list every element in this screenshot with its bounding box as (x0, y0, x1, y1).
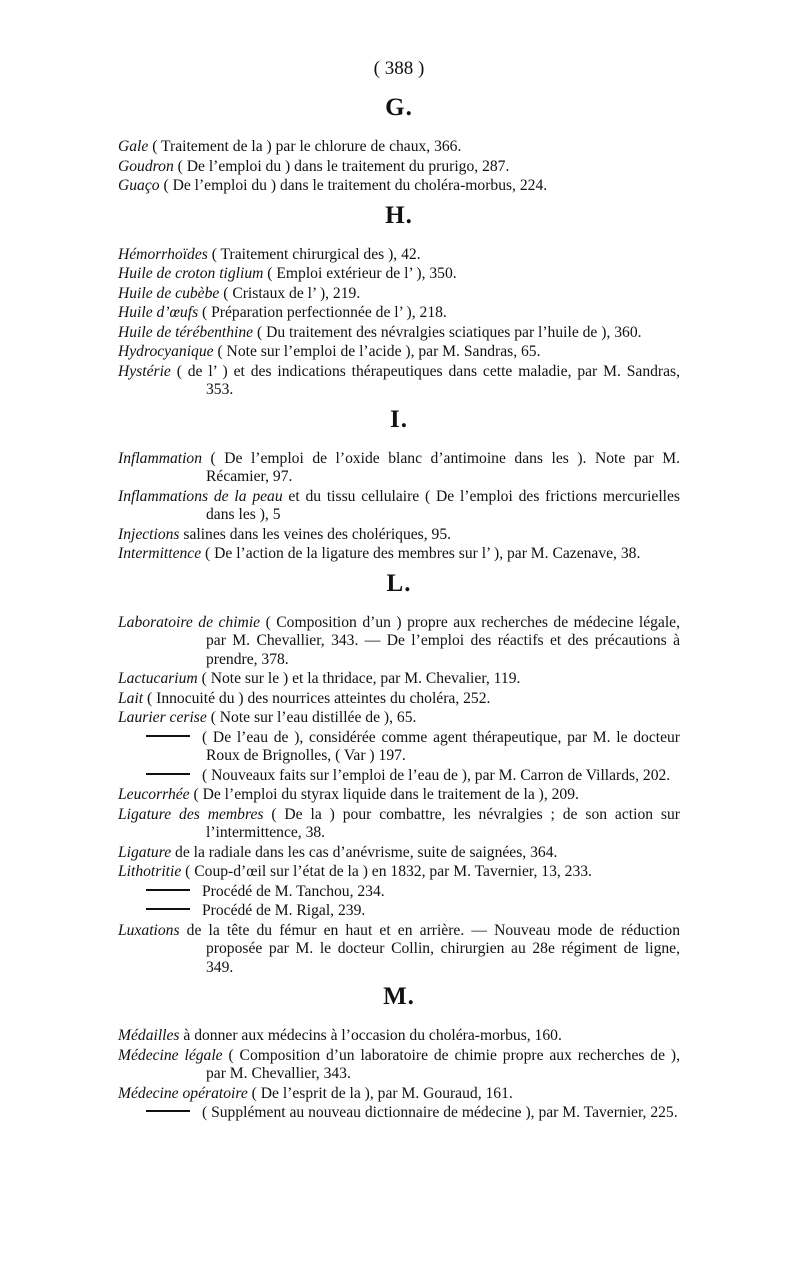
entry-heading: Lactucarium (118, 670, 198, 687)
index-entry (118, 767, 680, 786)
entry-heading: Huile de cubèbe (118, 284, 220, 302)
entry-list (118, 138, 680, 196)
entry-text: ( De l’emploi du ) dans le traitement du prurigo, 287. (173, 157, 510, 175)
entry-text: à donner aux médecins à l’occasion du choléra-morbus, 160. (179, 1027, 562, 1044)
section-letter: H. (385, 201, 413, 229)
ditto-dash (146, 735, 190, 737)
entry-text: ( Emploi extérieur de l’ ), 350. (263, 265, 457, 282)
section-letter: G. (385, 94, 413, 121)
section-i (118, 406, 680, 564)
index-entry (118, 1104, 680, 1123)
entry-text: ( De la ) pour combattre, les névralgies ; de son action sur l’intermittence, 38. (206, 805, 680, 841)
entry-heading: Gale (118, 138, 149, 155)
section-h (118, 202, 680, 400)
entry-text: ( Cristaux de l’ ), 219. (219, 284, 361, 302)
entry-text: ( De l’emploi du ) dans le traitement du choléra-morbus, 224. (159, 177, 548, 194)
entry-heading: Laboratoire de chimie (118, 613, 261, 631)
entry-heading: Guaço (118, 177, 160, 194)
entry-heading: Hystérie (118, 362, 171, 380)
section-letter: L. (386, 569, 412, 597)
entry-heading: Médecine opératoire (118, 1084, 248, 1102)
index-entry (118, 450, 680, 487)
index-entry (118, 922, 680, 978)
index-entry (118, 177, 680, 196)
index-entry (118, 158, 680, 177)
entry-heading: Ligature (118, 843, 172, 861)
entry-text: ( Nouveaux faits sur l’emploi de l’eau de ), par M. Carron de Villards, 202. (202, 766, 671, 784)
entry-text: de la radiale dans les cas d’anévrisme, suite de saignées, 364. (171, 843, 558, 861)
entry-heading: Laurier cerise (118, 709, 207, 726)
entry-text: ( De l’esprit de la ), par M. Gouraud, 161. (247, 1084, 513, 1102)
entry-heading: Huile de térébenthine (118, 323, 254, 341)
entry-text: ( Traitement chirurgical des ), 42. (207, 245, 421, 263)
entry-text: Procédé de M. Rigal, 239. (202, 902, 366, 919)
entry-heading: Inflammations de la peau (118, 487, 283, 505)
section-letter: M. (383, 983, 415, 1010)
entry-heading: Médecine légale (118, 1046, 223, 1064)
index-entry (118, 863, 680, 882)
entry-heading: Huile d’œufs (118, 304, 199, 321)
index-entry (118, 324, 680, 343)
entry-heading: Lithotritie (118, 863, 182, 880)
entry-text: ( de l’ ) et des indications thérapeutiques dans cette maladie, par M. Sandras, 353. (170, 362, 680, 398)
index-entry (118, 363, 680, 400)
index-entry (118, 343, 680, 362)
entry-heading: Goudron (118, 157, 174, 175)
entry-text: ( Supplément au nouveau dictionnaire de médecine ), par M. Tavernier, 225. (202, 1104, 678, 1121)
ditto-dash (146, 908, 190, 910)
entry-text: Procédé de M. Tanchou, 234. (202, 882, 385, 900)
index-page (118, 58, 680, 1124)
entry-heading: Ligature des membres (118, 805, 264, 823)
index-entry (118, 690, 680, 709)
entry-text: ( Composition d’un ) propre aux recherches de médecine légale, par M. Chevallier, 343. — De l’emploi des réactifs et des précautions à prendre, 378. (206, 613, 680, 668)
entry-text: ( Note sur l’emploi de l’acide ), par M. Sandras, 65. (213, 343, 541, 360)
entry-heading: Hémorrhoïdes (118, 245, 208, 263)
index-entry (118, 545, 680, 564)
entry-heading: Lait (118, 689, 144, 707)
entry-heading: Médailles (118, 1027, 180, 1044)
entry-text: ( Du traitement des névralgies sciatiques par l’huile de ), 360. (253, 323, 642, 341)
entry-text: et du tissu cellulaire ( De l’emploi des frictions mercurielles dans les ), 5 (206, 487, 680, 523)
entry-text: ( De l’eau de ), considérée comme agent thérapeutique, par M. le docteur Roux de Brignolles, ( Var ) 197. (202, 728, 680, 764)
index-entry (118, 902, 680, 921)
entry-text: salines dans les veines des cholériques, 95. (179, 525, 452, 543)
ditto-dash (146, 1110, 190, 1112)
index-entry (118, 806, 680, 843)
entry-list (118, 246, 680, 400)
section-g (118, 94, 680, 196)
index-entry (118, 614, 680, 670)
section-letter: I. (390, 405, 408, 433)
index-entry (118, 1085, 680, 1104)
entry-list (118, 1027, 680, 1123)
entry-text: de la tête du fémur en haut et en arrière. — Nouveau mode de réduction proposée par M. le docteur Collin, chirurgien au 28e régiment de ligne, 349. (179, 921, 680, 976)
index-entry (118, 844, 680, 863)
section-l (118, 570, 680, 978)
index-entry (118, 304, 680, 323)
ditto-dash (146, 889, 190, 891)
entry-text: ( Coup-d’œil sur l’état de la ) en 1832, par M. Tavernier, 13, 233. (181, 863, 592, 880)
index-entry (118, 883, 680, 902)
index-entry (118, 285, 680, 304)
entry-heading: Huile de croton tiglium (118, 265, 264, 282)
index-entry (118, 709, 680, 728)
index-entry (118, 526, 680, 545)
index-entry (118, 265, 680, 284)
ditto-dash (146, 773, 190, 775)
entry-text: ( Innocuité du ) des nourrices atteintes du choléra, 252. (143, 689, 491, 707)
index-entry (118, 138, 680, 157)
entry-list (118, 614, 680, 978)
page-number: ( 388 ) (373, 58, 425, 79)
entry-text: ( Traitement de la ) par le chlorure de chaux, 366. (148, 138, 462, 155)
index-entry (118, 246, 680, 265)
index-entry (118, 786, 680, 805)
entry-text: ( De l’emploi du styrax liquide dans le traitement de la ), 209. (189, 786, 579, 803)
index-entry (118, 1047, 680, 1084)
entry-heading: Hydrocyanique (118, 343, 214, 360)
entry-heading: Injections (118, 525, 180, 543)
entry-heading: Intermittence (118, 545, 202, 562)
entry-text: ( De l’emploi de l’oxide blanc d’antimoine dans les ). Note par M. Récamier, 97. (202, 449, 680, 485)
entry-text: ( Note sur le ) et la thridace, par M. Chevalier, 119. (197, 670, 521, 687)
entry-list (118, 450, 680, 564)
section-m (118, 983, 680, 1123)
entry-heading: Leucorrhée (118, 786, 190, 803)
entry-text: ( Composition d’un laboratoire de chimie propre aux recherches de ), par M. Chevallier, 343. (206, 1046, 680, 1082)
entry-heading: Inflammation (118, 449, 203, 467)
index-entry (118, 1027, 680, 1046)
index-entry (118, 488, 680, 525)
index-entry (118, 670, 680, 689)
entry-text: ( Préparation perfectionnée de l’ ), 218. (198, 304, 447, 321)
entry-heading: Luxations (118, 921, 180, 939)
entry-text: ( De l’action de la ligature des membres sur l’ ), par M. Cazenave, 38. (201, 545, 641, 562)
index-entry (118, 729, 680, 766)
entry-text: ( Note sur l’eau distillée de ), 65. (206, 709, 417, 726)
